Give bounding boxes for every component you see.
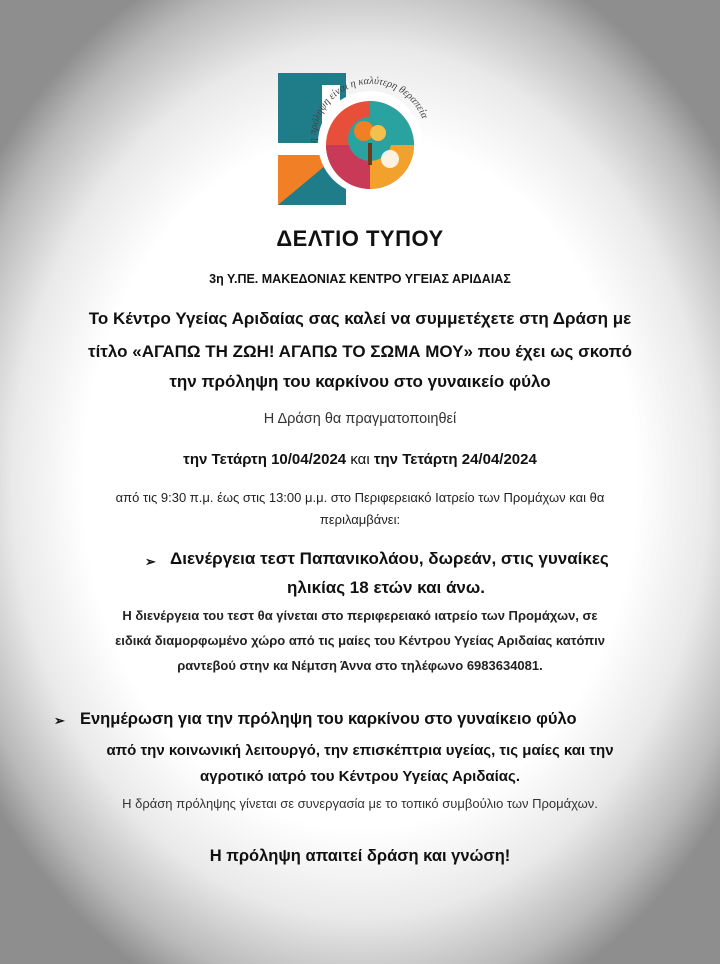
intro-line-1: Το Κέντρο Υγείας Αριδαίας σας καλεί να συμμετέχετε στη Δράση με [88,309,632,328]
event-dates [0,451,720,468]
health-center-logo [278,73,448,205]
hours-location-line-2: περιλαμβάνει: [319,512,401,527]
pap-test-heading-line-2: ηλικίας 18 ετών και άνω. [287,578,485,597]
pap-test-detail-line-2: ειδικά διαμορφωμένο χώρο από τις μαίες του Κέντρου Υγείας Αριδαίας κατόπιν [115,633,605,648]
logo-motto: η πρόληψη είναι η καλύτερη θεραπεία [307,75,430,144]
event-date-1: την Τετάρτη 10/04/2024 [183,451,347,468]
pap-test-detail-line-3: ραντεβού στην κα Νέμτση Άννα στο τηλέφωνο 6983634081. [177,658,543,673]
awareness-heading-line-2: από την κοινωνική λειτουργό, την επισκέπτρια υγείας, τις μαίες και την [106,742,614,759]
pap-test-heading-line-1: Διενέργεια τεστ Παπανικολάου, δωρεάν, στις γυναίκες [170,549,609,568]
closing-slogan: Η πρόληψη απαιτεί δράση και γνώση! [209,847,511,865]
hours-location-line-1: από τις 9:30 π.μ. έως στις 13:00 μ.μ. στο Περιφερειακό Ιατρείο των Προμάχων και θα [115,490,605,505]
organization-subtitle: 3η Υ.ΠΕ. ΜΑΚΕΔΟΝΙΑΣ ΚΕΝΤΡΟ ΥΓΕΙΑΣ ΑΡΙΔΑΙΑΣ [209,272,511,286]
date-conjunction: και [350,451,370,468]
intro-line-2: τίτλο «ΑΓΑΠΩ ΤΗ ΖΩΗ! ΑΓΑΠΩ ΤΟ ΣΩΜΑ ΜΟΥ» που έχει ως σκοπό [88,342,632,361]
intro-line-3: την πρόληψη του καρκίνου στο γυναικείο φύλο [169,372,551,391]
bullet-arrow-icon: ➢ [54,713,65,728]
event-date-2: την Τετάρτη 24/04/2024 [373,451,537,468]
pap-test-detail-line-1: Η διενέργεια του τεστ θα γίνεται στο περιφερειακό ιατρείο των Προμάχων, σε [122,608,598,623]
cooperation-note: Η δράση πρόληψης γίνεται σε συνεργασία με το τοπικό συμβούλιο των Προμάχων. [122,796,598,811]
page-title: ΔΕΛΤΙΟ ΤΥΠΟΥ [276,226,444,251]
bullet-arrow-icon: ➢ [145,554,156,569]
awareness-heading-line-3: αγροτικό ιατρό του Κέντρου Υγείας Αριδαίας. [200,768,520,785]
action-lead: Η Δράση θα πραγματοποιηθεί [263,411,457,427]
awareness-heading-line-1: Ενημέρωση για την πρόληψη του καρκίνου στο γυναίκειο φύλο [80,710,577,728]
